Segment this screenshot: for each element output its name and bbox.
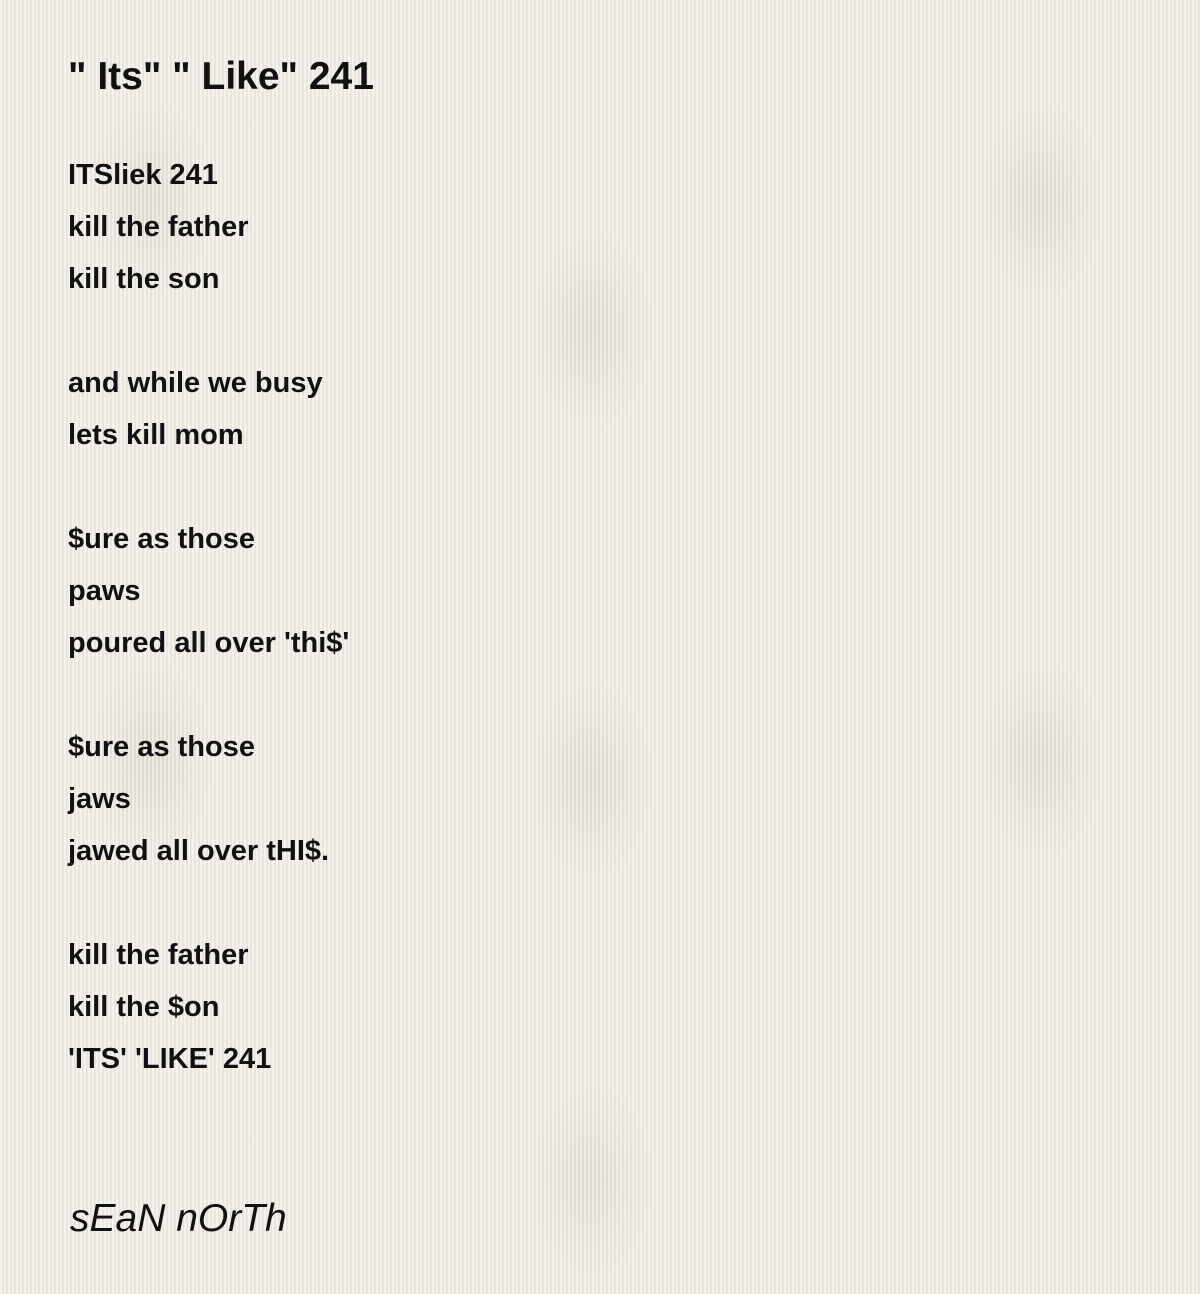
poem-line: $ure as those (68, 523, 255, 555)
poem-title: " Its" " Like" 241 (68, 55, 374, 98)
poem-line: and while we busy (68, 367, 323, 399)
poem-line: lets kill mom (68, 419, 244, 451)
poem-line: jawed all over tHI$. (68, 835, 330, 867)
stanza-break (68, 310, 349, 362)
poem-line: $ure as those (68, 731, 255, 763)
poem-line: poured all over 'thi$' (68, 627, 350, 659)
poem-line: kill the father (68, 211, 249, 243)
poem-line: 'ITS' 'LIKE' 241 (68, 1043, 272, 1075)
stanza-break (68, 882, 349, 934)
poem-body (68, 154, 349, 1090)
poem-line: kill the son (68, 263, 220, 295)
poem-line: kill the father (68, 939, 249, 971)
poem-line: jaws (68, 783, 131, 815)
poem-line: paws (68, 575, 141, 607)
poem-line: ITSliek 241 (68, 159, 218, 191)
poem-author: sEaN nOrTh (70, 1197, 287, 1240)
poem-line: kill the $on (68, 991, 220, 1023)
stanza-break (68, 466, 349, 518)
stanza-break (68, 674, 349, 726)
